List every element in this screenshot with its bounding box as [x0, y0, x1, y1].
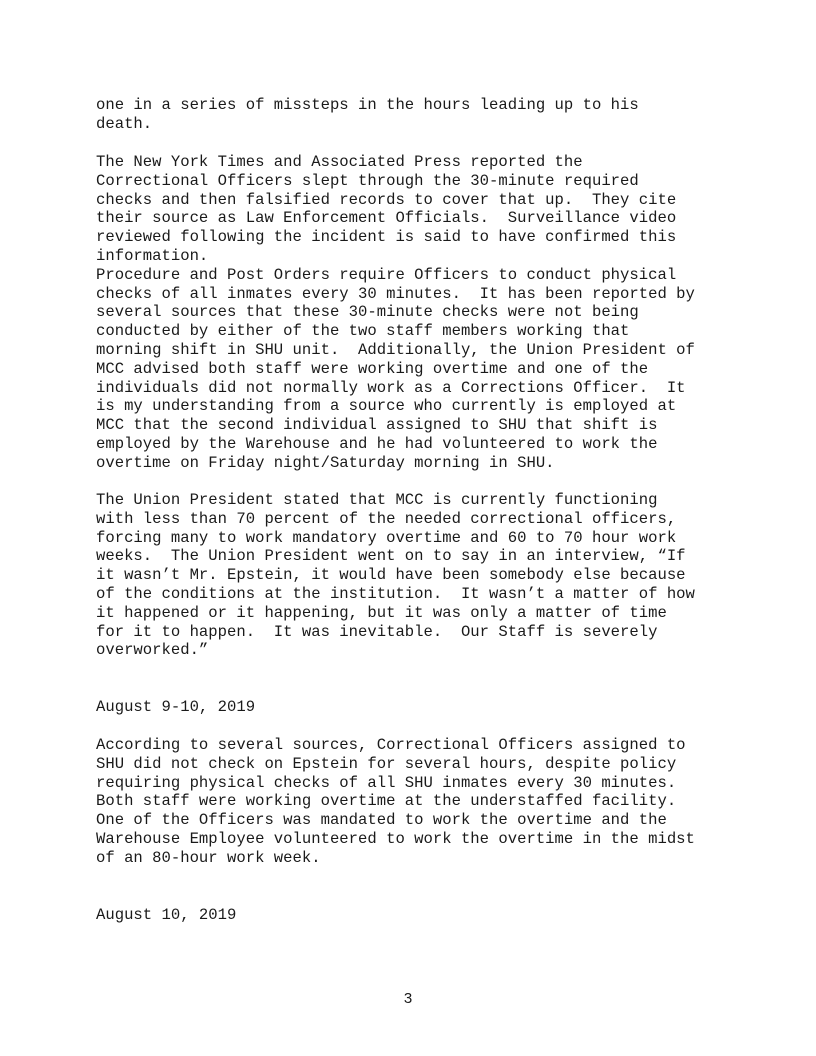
paragraph-aug-9-10: According to several sources, Correctional Officers assigned to SHU did not check on Epstein for several hours, despite policy requiring physical checks of all SHU inmates every 30 minutes. Both staff were working overtime at the understaffed facility. One of the Officers was mandated to work the overtime and the Warehouse Employee volunteered to work the overtime in the midst of an 80-hour work week.	[96, 736, 695, 867]
date-heading-aug-9-10: August 9-10, 2019	[96, 698, 256, 716]
paragraph-intro: one in a series of missteps in the hours leading up to his death.	[96, 96, 639, 133]
paragraph-union-president: The Union President stated that MCC is currently functioning with less than 70 percent of the needed correctional officers, forcing many to work mandatory overtime and 60 to 70 hour work weeks. The Union President went on to say in an interview, “If it wasn’t Mr. Epstein, it would have been somebody else because of the conditions at the institution. It wasn’t a matter of how it happened or it happening, but it was only a matter of time for it to happen. It was inevitable. Our Staff is severely overworked.”	[96, 491, 695, 660]
paragraph-nyt-report: The New York Times and Associated Press reported the Correctional Officers slept through the 30-minute required checks and then falsified records to cover that up. They cite their source as Law Enforcement Officials. Surveillance video reviewed following the incident is said to have confirmed this information. Procedure and Post Orders require Officers to conduct physical checks of all inmates every 30 minutes. It has been reported by several sources that these 30-minute checks were not being conducted by either of the two staff members working that morning shift in SHU unit. Additionally, the Union President of MCC advised both staff were working overtime and one of the individuals did not normally work as a Corrections Officer. It is my understanding from a source who currently is employed at MCC that the second individual assigned to SHU that shift is employed by the Warehouse and he had volunteered to work the overtime on Friday night/Saturday morning in SHU.	[96, 153, 695, 472]
page-number: 3	[403, 990, 413, 1007]
date-heading-aug-10: August 10, 2019	[96, 906, 237, 924]
